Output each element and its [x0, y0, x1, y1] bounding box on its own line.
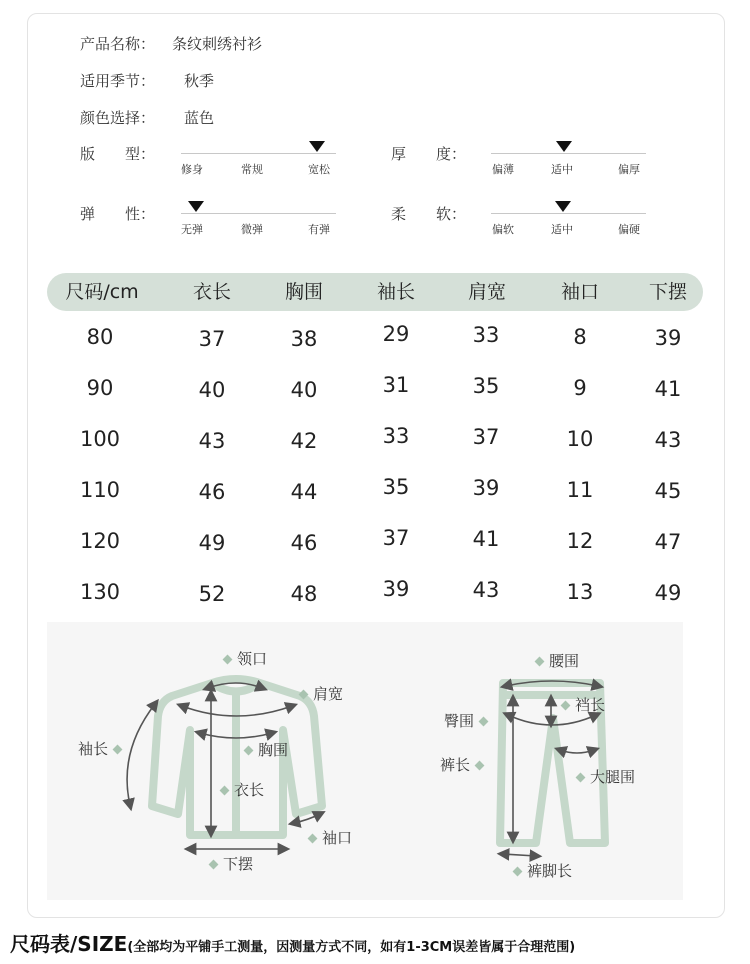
leg-opening-label: 裤脚长	[514, 860, 572, 881]
size-chart-footer	[10, 928, 575, 957]
size-table-header-cell: 衣长	[192, 281, 231, 303]
table-cell: 8	[573, 325, 587, 349]
hip-label: 臀围	[444, 710, 487, 731]
diamond-icon	[475, 760, 485, 770]
chest-label: 胸围	[245, 739, 288, 760]
table-cell: 43	[472, 578, 500, 602]
table-cell: 40	[290, 378, 318, 402]
thickness-option-2: 适中	[551, 163, 573, 176]
table-cell: 10	[566, 427, 594, 451]
table-cell: 41	[472, 527, 500, 551]
diamond-icon	[113, 744, 123, 754]
softness-option-2: 适中	[551, 223, 573, 236]
thickness-option-3: 偏厚	[618, 163, 640, 176]
product-name-value: 条纹刺绣衬衫	[172, 35, 263, 53]
diamond-icon	[220, 785, 230, 795]
table-cell: 33	[382, 424, 410, 448]
fit-option-3: 宽松	[308, 163, 330, 176]
table-cell: 90	[86, 376, 114, 400]
softness-option-3: 偏硬	[618, 223, 640, 236]
footer-title: 尺码表/SIZE	[10, 932, 128, 956]
diamond-icon	[244, 745, 254, 755]
diamond-icon	[299, 689, 309, 699]
size-table-header-cell: 袖口	[560, 281, 599, 303]
table-cell: 37	[198, 327, 226, 351]
table-cell: 120	[79, 529, 121, 553]
table-cell: 38	[290, 327, 318, 351]
fit-option-2: 常规	[241, 163, 263, 176]
table-cell: 33	[472, 323, 500, 347]
table-cell: 39	[654, 326, 682, 350]
softness-option-1: 偏软	[492, 223, 514, 236]
diamond-icon	[209, 859, 219, 869]
size-table-header-cell: 下摆	[648, 281, 687, 303]
diamond-icon	[576, 772, 586, 782]
season-label: 适用季节：	[80, 72, 156, 90]
collar-label: 领口	[224, 648, 267, 669]
diamond-icon	[535, 656, 545, 666]
season-value: 秋季	[184, 72, 215, 90]
table-cell: 42	[290, 429, 318, 453]
table-cell: 40	[198, 378, 226, 402]
product-name-label: 产品名称：	[80, 35, 156, 53]
diamond-icon	[513, 866, 523, 876]
cuff-label: 袖口	[309, 827, 352, 848]
table-cell: 9	[573, 376, 587, 400]
size-table-header-cell: 胸围	[284, 281, 323, 303]
table-cell: 49	[654, 581, 682, 605]
diamond-icon	[308, 833, 318, 843]
table-cell: 45	[654, 479, 682, 503]
size-table-header-cell: 袖长	[376, 281, 415, 303]
elasticity-title: 弹 性：	[80, 205, 156, 223]
table-cell: 46	[198, 480, 226, 504]
hem-label: 下摆	[210, 853, 253, 874]
table-cell: 12	[566, 529, 594, 553]
table-cell: 48	[290, 582, 318, 606]
thickness-option-1: 偏薄	[492, 163, 514, 176]
table-cell: 37	[472, 425, 500, 449]
elasticity-option-1: 无弹	[181, 223, 203, 236]
table-cell: 11	[566, 478, 594, 502]
sleeve-label: 袖长	[78, 738, 121, 759]
table-cell: 44	[290, 480, 318, 504]
elasticity-option-2: 微弹	[241, 223, 263, 236]
color-value: 蓝色	[184, 109, 215, 127]
diamond-icon	[561, 700, 571, 710]
footer-note: (全部均为平铺手工测量，因测量方式不同，如有1-3CM误差皆属于合理范围)	[127, 940, 576, 955]
thickness-title: 厚 度：	[391, 145, 467, 163]
shoulder-label: 肩宽	[300, 683, 343, 704]
table-cell: 31	[382, 373, 410, 397]
table-cell: 49	[198, 531, 226, 555]
table-cell: 130	[79, 580, 121, 604]
table-cell: 43	[654, 428, 682, 452]
fit-option-1: 修身	[181, 163, 203, 176]
table-cell: 29	[382, 322, 410, 346]
table-cell: 37	[382, 526, 410, 550]
table-cell: 39	[472, 476, 500, 500]
waist-label: 腰围	[536, 650, 579, 671]
table-cell: 35	[472, 374, 500, 398]
elasticity-option-3: 有弹	[308, 223, 330, 236]
pant-length-label: 裤长	[440, 754, 483, 775]
color-label: 颜色选择：	[80, 109, 156, 127]
table-cell: 13	[566, 580, 594, 604]
diamond-icon	[223, 654, 233, 664]
table-cell: 100	[79, 427, 121, 451]
table-cell: 47	[654, 530, 682, 554]
thigh-label: 大腿围	[577, 766, 635, 787]
diamond-icon	[479, 716, 489, 726]
table-cell: 35	[382, 475, 410, 499]
softness-title: 柔 软：	[391, 205, 467, 223]
size-table-header-cell: 肩宽	[467, 281, 506, 303]
table-cell: 41	[654, 377, 682, 401]
table-cell: 46	[290, 531, 318, 555]
table-cell: 110	[79, 478, 121, 502]
length-label: 衣长	[221, 779, 264, 800]
table-cell: 39	[382, 577, 410, 601]
size-table-header-cell: 尺码/cm	[65, 281, 139, 303]
table-cell: 43	[198, 429, 226, 453]
table-cell: 52	[198, 582, 226, 606]
rise-label: 裆长	[562, 694, 605, 715]
shirt-outline-icon	[152, 679, 322, 835]
fit-title: 版 型：	[80, 145, 156, 163]
table-cell: 80	[86, 325, 114, 349]
